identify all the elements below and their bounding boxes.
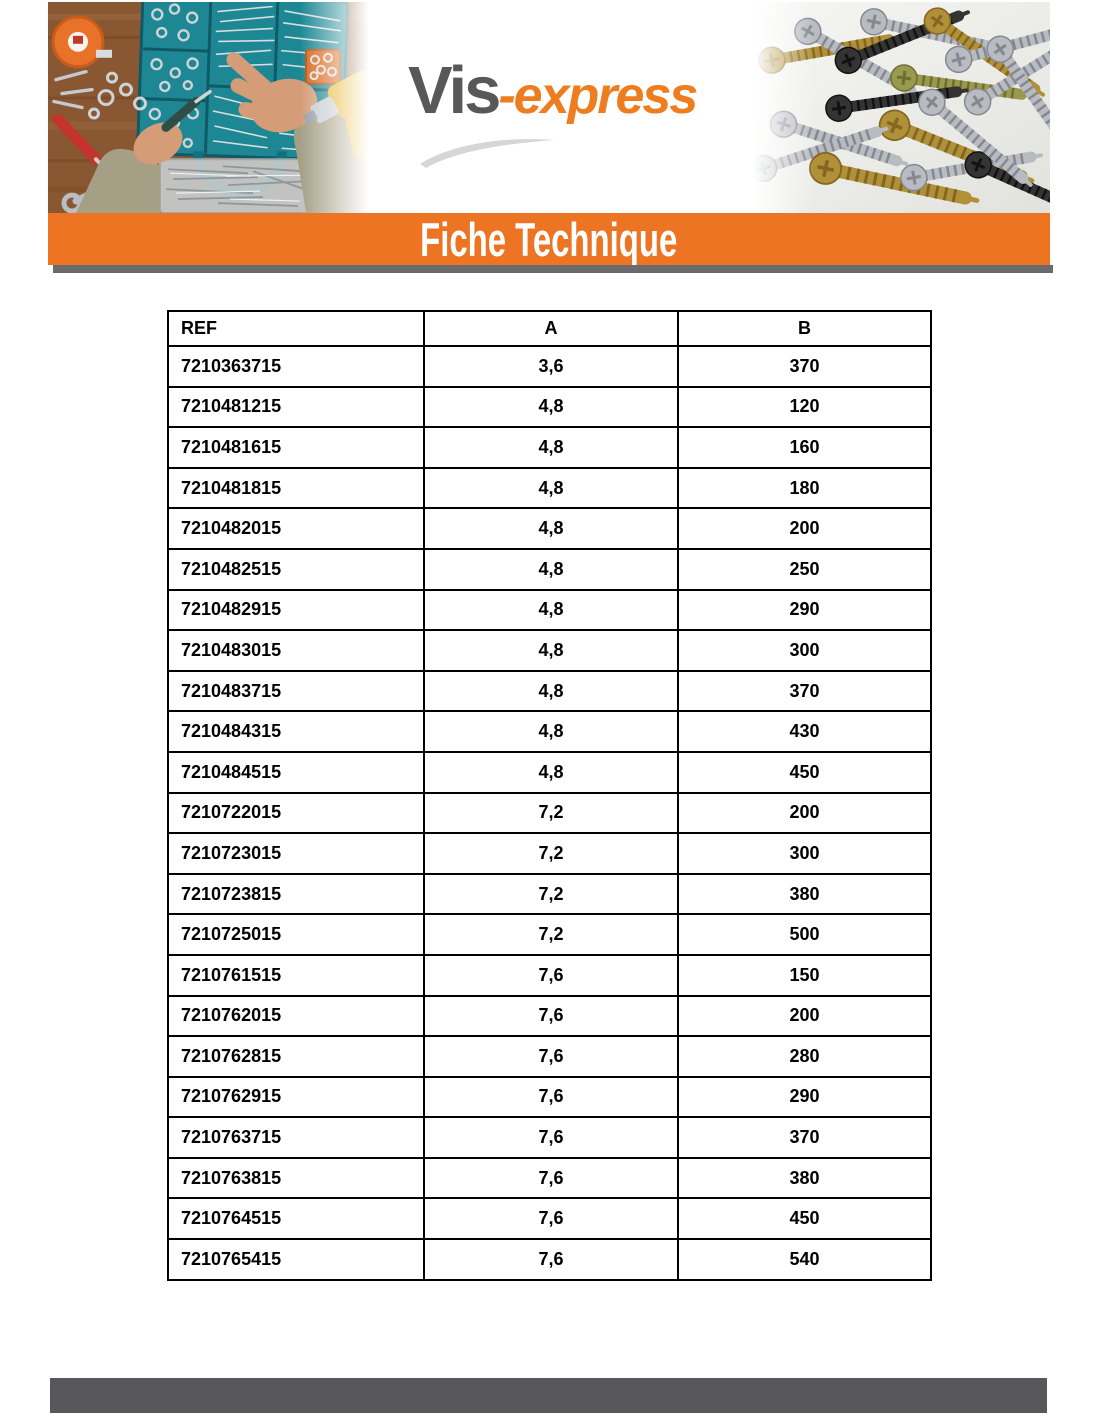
photo-fade-overlay	[300, 2, 378, 213]
cell-a: 7,2	[424, 914, 678, 955]
cell-a: 7,6	[424, 1117, 678, 1158]
cell-a: 3,6	[424, 346, 678, 387]
cell-b: 370	[678, 671, 931, 712]
cell-ref: 7210481215	[168, 387, 424, 428]
cell-b: 500	[678, 914, 931, 955]
cell-a: 4,8	[424, 387, 678, 428]
table-row	[168, 590, 931, 631]
table-row	[168, 874, 931, 915]
cell-ref: 7210484315	[168, 711, 424, 752]
cell-b: 540	[678, 1239, 931, 1280]
table-row	[168, 833, 931, 874]
cell-ref: 7210484515	[168, 752, 424, 793]
cell-b: 200	[678, 793, 931, 834]
banner-shadow-bar	[53, 265, 1053, 273]
spec-table-container	[167, 310, 930, 1281]
table-row	[168, 711, 931, 752]
cell-b: 280	[678, 1036, 931, 1077]
column-header-a: A	[424, 311, 678, 346]
cell-ref: 7210725015	[168, 914, 424, 955]
cell-a: 4,8	[424, 508, 678, 549]
logo-swoosh	[418, 132, 558, 168]
cell-ref: 7210483015	[168, 630, 424, 671]
cell-b: 450	[678, 1198, 931, 1239]
table-row	[168, 630, 931, 671]
cell-b: 450	[678, 752, 931, 793]
cell-a: 7,6	[424, 1158, 678, 1199]
footer-bar	[50, 1378, 1047, 1413]
table-row	[168, 1158, 931, 1199]
table-row	[168, 793, 931, 834]
column-header-b: B	[678, 311, 931, 346]
cell-ref: 7210765415	[168, 1239, 424, 1280]
cell-b: 200	[678, 996, 931, 1037]
table-body	[168, 346, 931, 1280]
cell-b: 300	[678, 833, 931, 874]
cell-a: 7,2	[424, 874, 678, 915]
cell-ref: 7210483715	[168, 671, 424, 712]
cell-a: 4,8	[424, 590, 678, 631]
table-row	[168, 671, 931, 712]
cell-ref: 7210761515	[168, 955, 424, 996]
cell-ref: 7210482915	[168, 590, 424, 631]
cell-b: 250	[678, 549, 931, 590]
table-row	[168, 549, 931, 590]
table-row	[168, 468, 931, 509]
cell-a: 4,8	[424, 711, 678, 752]
cell-a: 7,6	[424, 1077, 678, 1118]
cell-b: 430	[678, 711, 931, 752]
cell-ref: 7210762915	[168, 1077, 424, 1118]
cell-ref: 7210764515	[168, 1198, 424, 1239]
table-row	[168, 1036, 931, 1077]
workbench-photo	[48, 2, 378, 213]
cell-ref: 7210762815	[168, 1036, 424, 1077]
screws-photo	[745, 2, 1050, 213]
cell-a: 7,2	[424, 833, 678, 874]
cell-b: 380	[678, 874, 931, 915]
cell-ref: 7210723815	[168, 874, 424, 915]
cell-ref: 7210763815	[168, 1158, 424, 1199]
table-row	[168, 752, 931, 793]
logo-secondary-text: -express	[498, 67, 697, 125]
cell-ref: 7210723015	[168, 833, 424, 874]
cell-ref: 7210482015	[168, 508, 424, 549]
cell-b: 120	[678, 387, 931, 428]
table-row	[168, 1239, 931, 1280]
table-row	[168, 1198, 931, 1239]
cell-a: 7,6	[424, 1239, 678, 1280]
cell-b: 150	[678, 955, 931, 996]
table-header-row	[168, 311, 931, 346]
cell-a: 7,6	[424, 1198, 678, 1239]
brand-logo	[408, 52, 708, 129]
table-row	[168, 1077, 931, 1118]
spec-table	[167, 310, 932, 1281]
cell-b: 160	[678, 427, 931, 468]
cell-a: 4,8	[424, 468, 678, 509]
cell-a: 4,8	[424, 549, 678, 590]
cell-a: 7,6	[424, 955, 678, 996]
cell-b: 300	[678, 630, 931, 671]
cell-ref: 7210762015	[168, 996, 424, 1037]
cell-a: 7,6	[424, 1036, 678, 1077]
cell-ref: 7210722015	[168, 793, 424, 834]
cell-b: 370	[678, 346, 931, 387]
table-row	[168, 1117, 931, 1158]
column-header-ref: REF	[168, 311, 424, 346]
cell-ref: 7210481615	[168, 427, 424, 468]
table-row	[168, 346, 931, 387]
title-banner	[48, 213, 1050, 265]
cell-a: 7,6	[424, 996, 678, 1037]
cell-a: 4,8	[424, 671, 678, 712]
cell-ref: 7210482515	[168, 549, 424, 590]
cell-ref: 7210481815	[168, 468, 424, 509]
cell-b: 200	[678, 508, 931, 549]
photo-fade-overlay	[745, 2, 815, 213]
cell-a: 7,2	[424, 793, 678, 834]
table-row	[168, 996, 931, 1037]
cell-ref: 7210363715	[168, 346, 424, 387]
logo-primary-text: Vis	[408, 53, 499, 128]
cell-a: 4,8	[424, 427, 678, 468]
cell-b: 380	[678, 1158, 931, 1199]
cell-b: 290	[678, 1077, 931, 1118]
table-row	[168, 914, 931, 955]
cell-ref: 7210763715	[168, 1117, 424, 1158]
table-row	[168, 955, 931, 996]
cell-b: 180	[678, 468, 931, 509]
cell-b: 370	[678, 1117, 931, 1158]
cell-a: 4,8	[424, 752, 678, 793]
cell-a: 4,8	[424, 630, 678, 671]
table-row	[168, 387, 931, 428]
cell-b: 290	[678, 590, 931, 631]
table-row	[168, 427, 931, 468]
table-row	[168, 508, 931, 549]
page-title: Fiche Technique	[420, 212, 678, 266]
